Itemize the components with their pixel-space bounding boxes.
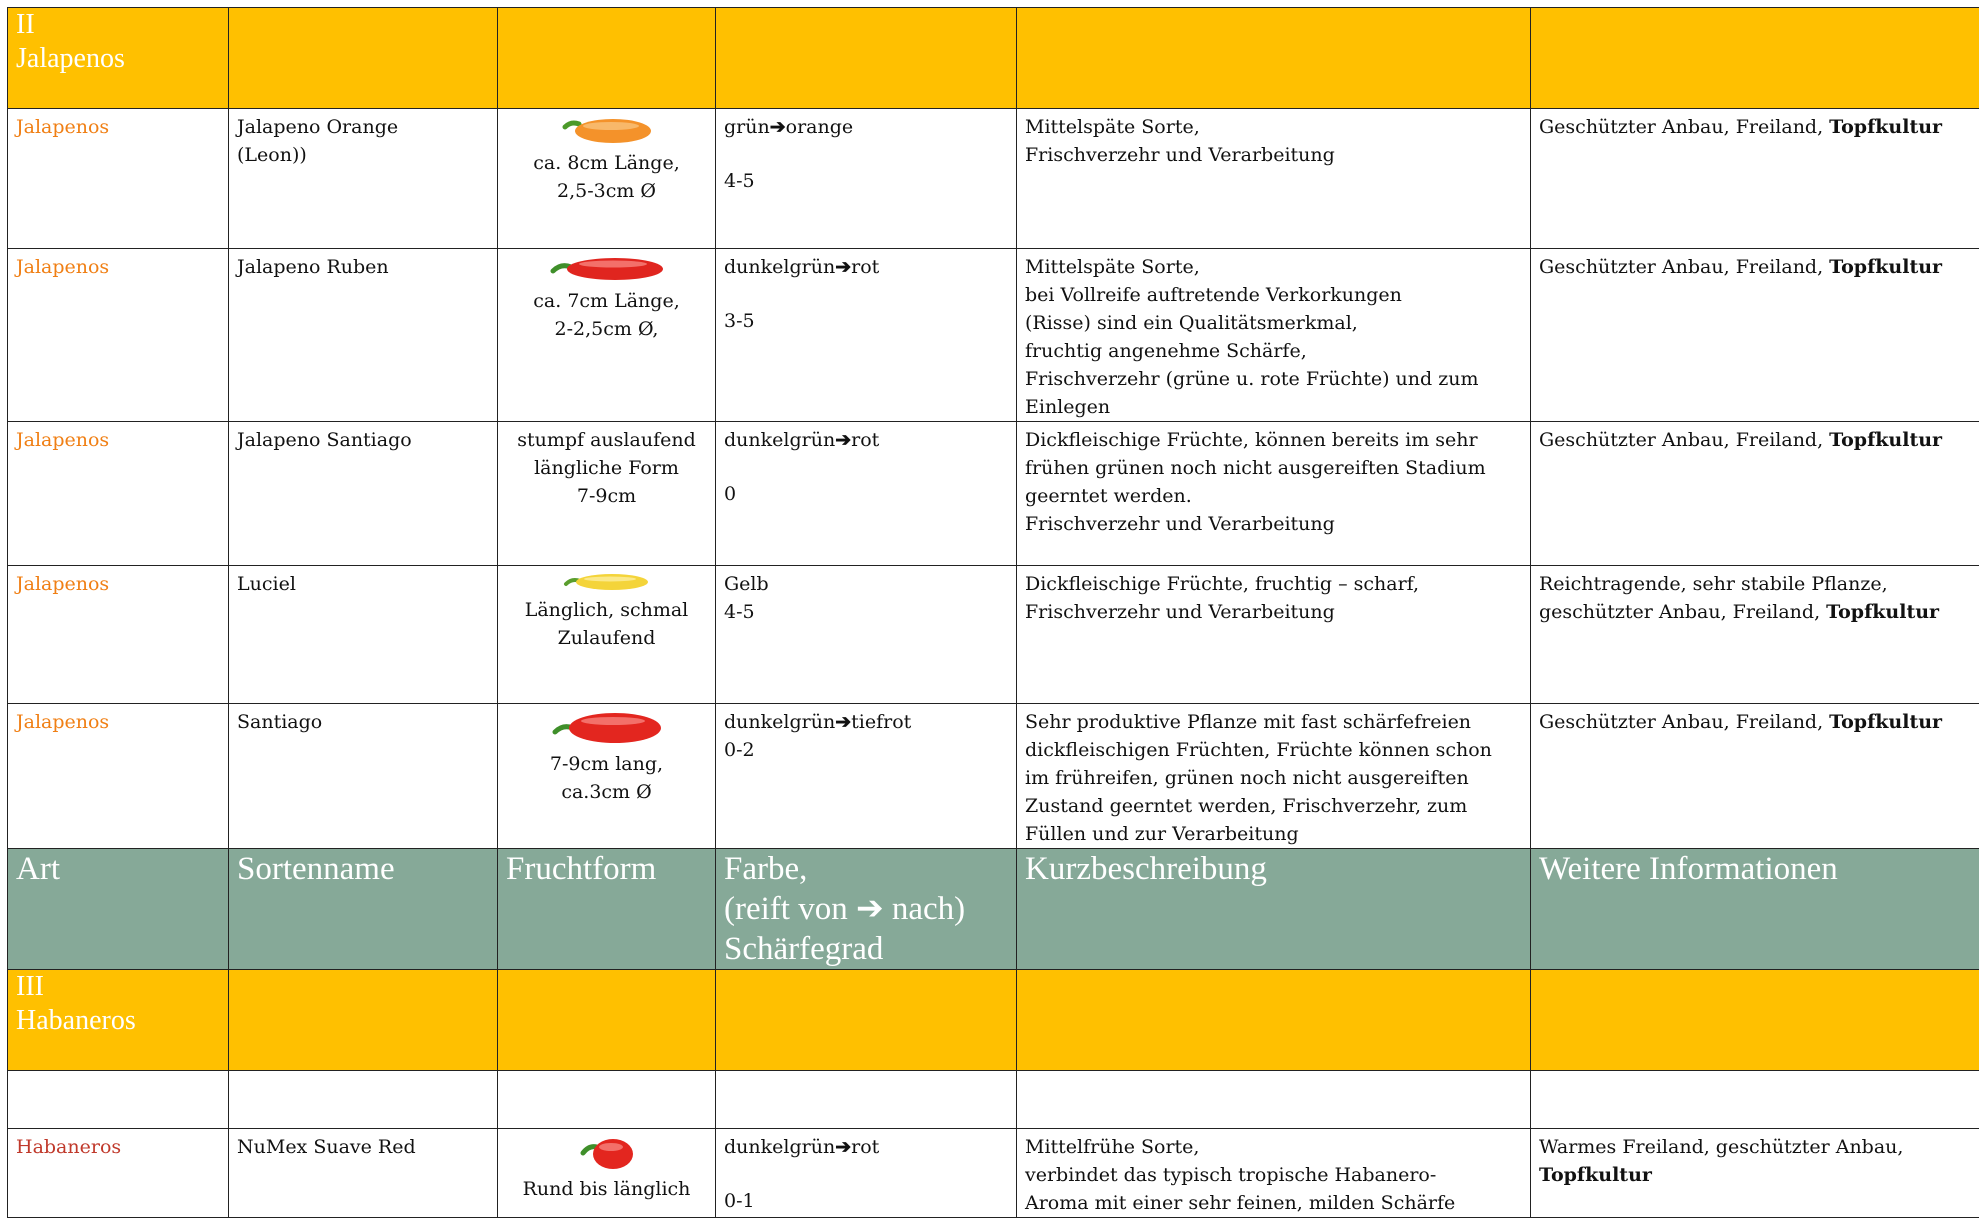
section-title	[8, 8, 229, 109]
fruit-form-cell	[498, 249, 716, 422]
arrow-right-icon: ➔	[835, 429, 851, 451]
info-cell: Geschützter Anbau, Freiland, Topfkultur	[1531, 704, 1979, 849]
arrow-right-icon: ➔	[835, 711, 851, 733]
description-cell: Mittelfrühe Sorte, verbindet das typisch tropische Habanero- Aroma mit einer sehr feinen, milden Schärfe	[1017, 1129, 1531, 1218]
header-fruchtform: Fruchtform	[498, 849, 716, 970]
red-habanero-icon	[577, 1133, 637, 1173]
header-art: Art	[8, 849, 229, 970]
variety-name: NuMex Suave Red	[237, 1133, 489, 1161]
color-cell	[716, 704, 1017, 849]
section-name: Habaneros	[16, 1004, 220, 1038]
color-ripening: dunkelgrün➔rot	[724, 253, 1008, 281]
fruit-form-text: 7-9cm lang,	[506, 750, 707, 778]
column-header-row	[8, 849, 1979, 970]
table-row	[8, 422, 1979, 566]
info-cell: Geschützter Anbau, Freiland, Topfkultur	[1531, 422, 1979, 566]
info-bold: Topfkultur	[1829, 711, 1942, 733]
description-cell: Mittelspäte Sorte, bei Vollreife auftretende Verkorkungen (Risse) sind ein Qualitätsmerkmal, fruchtig angenehme Schärfe, Frischverzehr (grüne u. rote Früchte) und zum Einlegen	[1017, 249, 1531, 422]
art-cell: Jalapenos	[8, 704, 229, 849]
red-pepper-icon	[549, 708, 665, 748]
fruit-form-text: Rund bis länglich	[506, 1175, 707, 1203]
variety-name-cell	[229, 422, 498, 566]
header-sortenname: Sortenname	[229, 849, 498, 970]
variety-name: Santiago	[237, 708, 489, 736]
fruit-form-cell	[498, 566, 716, 704]
arrow-right-icon: ➔	[770, 116, 786, 138]
description-cell: Sehr produktive Pflanze mit fast schärfefreien dickfleischigen Früchten, Früchte können schon im frühreifen, grünen noch nicht ausgereiften Zustand geerntet werden, Frischverzehr, zum Füllen und zur Verarbeitung	[1017, 704, 1531, 849]
description-cell: Mittelspäte Sorte, Frischverzehr und Verarbeitung	[1017, 109, 1531, 249]
section-title	[8, 970, 229, 1071]
variety-table	[7, 7, 1979, 1218]
header-farbe: Farbe, (reift von ➔ nach) Schärfegrad	[716, 849, 1017, 970]
fruit-form-text: Zulaufend	[506, 624, 707, 652]
header-kurzbeschreibung: Kurzbeschreibung	[1017, 849, 1531, 970]
fruit-form-cell	[498, 1129, 716, 1218]
header-weitere-informationen: Weitere Informationen	[1531, 849, 1979, 970]
section-row-habaneros	[8, 970, 1979, 1071]
description-cell: Dickfleischige Früchte, können bereits im sehr frühen grünen noch nicht ausgereiften Stadium geerntet werden. Frischverzehr und Verarbeitung	[1017, 422, 1531, 566]
variety-name-cell	[229, 704, 498, 849]
art-cell: Habaneros	[8, 1129, 229, 1218]
arrow-right-icon: ➔	[835, 1136, 851, 1158]
fruit-form-cell	[498, 422, 716, 566]
fruit-form-cell	[498, 109, 716, 249]
heat-level: 0-2	[724, 736, 1008, 764]
info-cell: Geschützter Anbau, Freiland, Topfkultur	[1531, 109, 1979, 249]
fruit-form-text: 2-2,5cm Ø,	[506, 315, 707, 343]
table-row	[8, 566, 1979, 704]
art-cell: Jalapenos	[8, 422, 229, 566]
section-name: Jalapenos	[16, 42, 220, 76]
variety-name-suffix: (Leon))	[237, 141, 489, 169]
variety-name: Jalapeno Orange	[237, 113, 489, 141]
variety-name-cell	[229, 249, 498, 422]
fruit-form-text: längliche Form	[506, 454, 707, 482]
color-ripening: Gelb	[724, 570, 1008, 598]
art-cell: Jalapenos	[8, 566, 229, 704]
variety-name-cell	[229, 1129, 498, 1218]
fruit-form-text: stumpf auslaufend	[506, 426, 707, 454]
fruit-form-text: 2,5-3cm Ø	[506, 177, 707, 205]
art-cell: Jalapenos	[8, 249, 229, 422]
heat-level: 0-1	[724, 1187, 1008, 1215]
variety-name: Jalapeno Ruben	[237, 253, 489, 281]
info-bold: Topfkultur	[1539, 1161, 1971, 1189]
empty-row	[8, 1071, 1979, 1129]
info-bold: Topfkultur	[1829, 116, 1942, 138]
fruit-form-text: 7-9cm	[506, 482, 707, 510]
art-cell: Jalapenos	[8, 109, 229, 249]
heat-level: 0	[724, 480, 1008, 508]
section-row-jalapenos	[8, 8, 1979, 109]
yellow-pepper-icon	[562, 570, 652, 594]
color-ripening: grün➔orange	[724, 113, 1008, 141]
fruit-form-text: ca. 8cm Länge,	[506, 149, 707, 177]
info-cell: Warmes Freiland, geschützter Anbau, Topfkultur	[1531, 1129, 1979, 1218]
variety-name: Luciel	[237, 570, 489, 598]
color-cell	[716, 422, 1017, 566]
info-bold: Topfkultur	[1826, 601, 1939, 623]
table-row	[8, 249, 1979, 422]
heat-level: 4-5	[724, 167, 1008, 195]
heat-level: 4-5	[724, 598, 1008, 626]
variety-name: Jalapeno Santiago	[237, 426, 489, 454]
fruit-form-text: Länglich, schmal	[506, 596, 707, 624]
fruit-form-text: ca. 7cm Länge,	[506, 287, 707, 315]
color-cell	[716, 109, 1017, 249]
table-row	[8, 704, 1979, 849]
section-number: III	[16, 970, 220, 1004]
info-bold: Topfkultur	[1829, 256, 1942, 278]
section-number: II	[16, 8, 220, 42]
fruit-form-text: ca.3cm Ø	[506, 778, 707, 806]
table-row	[8, 1129, 1979, 1218]
variety-name-cell	[229, 566, 498, 704]
color-cell	[716, 1129, 1017, 1218]
info-cell: Geschützter Anbau, Freiland, Topfkultur	[1531, 249, 1979, 422]
color-ripening: dunkelgrün➔tiefrot	[724, 708, 1008, 736]
table-row	[8, 109, 1979, 249]
color-ripening: dunkelgrün➔rot	[724, 426, 1008, 454]
info-cell: Reichtragende, sehr stabile Pflanze, geschützter Anbau, Freiland, Topfkultur	[1531, 566, 1979, 704]
color-cell	[716, 249, 1017, 422]
color-ripening: dunkelgrün➔rot	[724, 1133, 1008, 1161]
fruit-form-cell	[498, 704, 716, 849]
variety-name-cell	[229, 109, 498, 249]
arrow-right-icon: ➔	[835, 256, 851, 278]
red-pepper-icon	[547, 253, 667, 285]
color-cell	[716, 566, 1017, 704]
orange-pepper-icon	[557, 113, 657, 147]
description-cell: Dickfleischige Früchte, fruchtig – scharf, Frischverzehr und Verarbeitung	[1017, 566, 1531, 704]
heat-level: 3-5	[724, 307, 1008, 335]
info-bold: Topfkultur	[1829, 429, 1942, 451]
